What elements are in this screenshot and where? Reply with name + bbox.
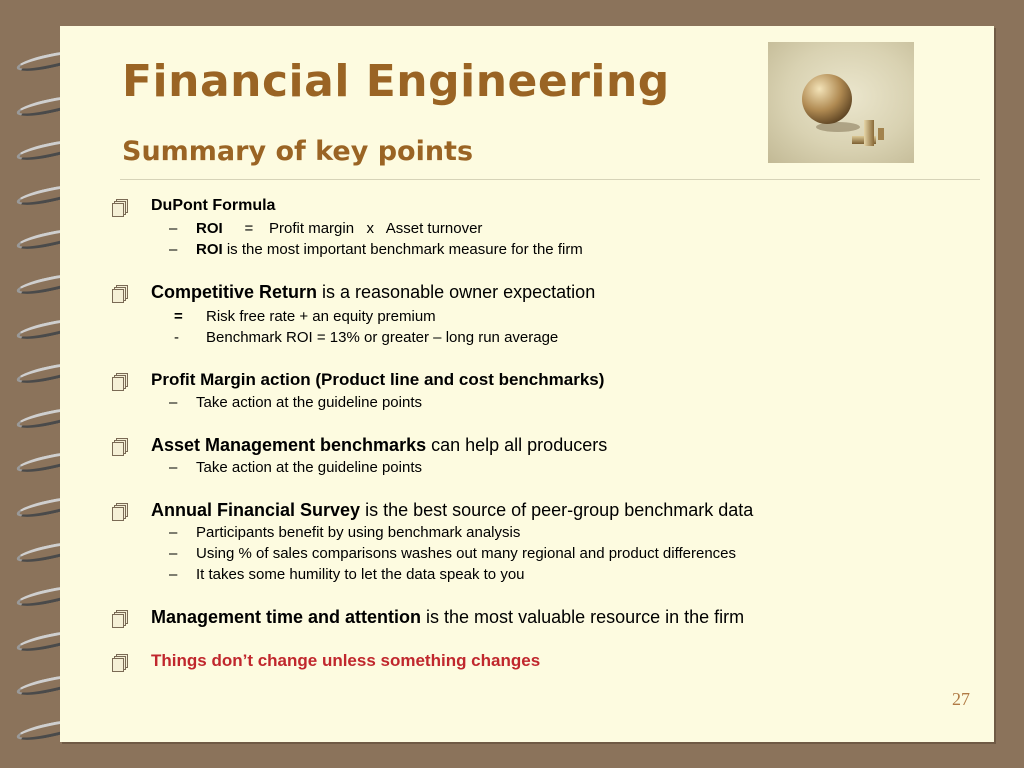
puzzle-ball-photo <box>768 42 914 163</box>
equals-sign: = <box>244 220 254 237</box>
point-heading: Profit Margin action (Product line and cost benchmarks) <box>151 370 605 389</box>
formula-text: Profit margin x Asset turnover <box>269 220 483 237</box>
sub-point-text: Take action at the guideline points <box>196 394 422 411</box>
dash-marker: – <box>169 241 178 258</box>
sub-point <box>112 522 972 543</box>
slide-subtitle: Summary of key points <box>122 136 474 167</box>
sub-point-text: Benchmark ROI = 13% or greater – long run average <box>206 329 559 346</box>
dash-marker: – <box>169 394 178 411</box>
point-heading: Management time and attention <box>151 607 422 627</box>
dash-marker: – <box>169 220 178 237</box>
puzzle-piece <box>878 128 884 140</box>
list-item <box>112 368 972 413</box>
list-item <box>112 649 972 673</box>
point-text: is a reasonable owner expectation <box>317 282 596 302</box>
closing-statement: Things don’t change unless something changes <box>151 651 541 670</box>
sub-point-text: Take action at the guideline points <box>196 459 422 476</box>
sub-point <box>112 543 972 564</box>
sub-point <box>112 564 972 585</box>
point-heading: DuPont Formula <box>151 197 276 214</box>
sub-point-text: Risk free rate + an equity premium <box>206 308 436 325</box>
roi-label: ROI <box>196 241 223 258</box>
point-text: is the best source of peer-group benchmark data <box>360 500 754 520</box>
dash-marker: – <box>169 545 178 562</box>
sub-point-text: It takes some humility to let the data speak to you <box>196 566 525 583</box>
sub-point-text: is the most important benchmark measure for the firm <box>222 241 583 258</box>
sub-point <box>112 392 972 413</box>
wooden-puzzle-ball <box>802 74 852 124</box>
sub-point-text: Participants benefit by using benchmark analysis <box>196 524 521 541</box>
dash-marker: – <box>169 459 178 476</box>
sub-point <box>112 218 972 239</box>
dash-marker: – <box>169 566 178 583</box>
point-heading: Annual Financial Survey <box>151 500 361 520</box>
point-text: is the most valuable resource in the firm <box>421 607 745 627</box>
title-divider <box>120 179 980 180</box>
dash-marker: – <box>169 524 178 541</box>
slide-title: Financial Engineering <box>122 56 670 107</box>
bullet-list <box>112 194 972 673</box>
list-item <box>112 498 972 585</box>
slide-page <box>60 26 994 742</box>
list-item <box>112 280 972 348</box>
point-heading: Asset Management benchmarks <box>151 435 427 455</box>
sub-point-text: Using % of sales comparisons washes out many regional and product differences <box>196 545 737 562</box>
sub-point <box>112 327 972 348</box>
hyphen-marker: - <box>174 329 179 346</box>
list-item <box>112 605 972 629</box>
point-text: can help all producers <box>426 435 608 455</box>
puzzle-piece <box>864 120 874 146</box>
list-item <box>112 194 972 260</box>
sub-point <box>112 306 972 327</box>
sub-point <box>112 239 972 260</box>
point-heading: Competitive Return <box>151 282 318 302</box>
list-item <box>112 433 972 478</box>
sub-point <box>112 457 972 478</box>
equals-marker: = <box>174 308 183 325</box>
page-number: 27 <box>952 689 970 709</box>
roi-label: ROI <box>196 220 223 237</box>
